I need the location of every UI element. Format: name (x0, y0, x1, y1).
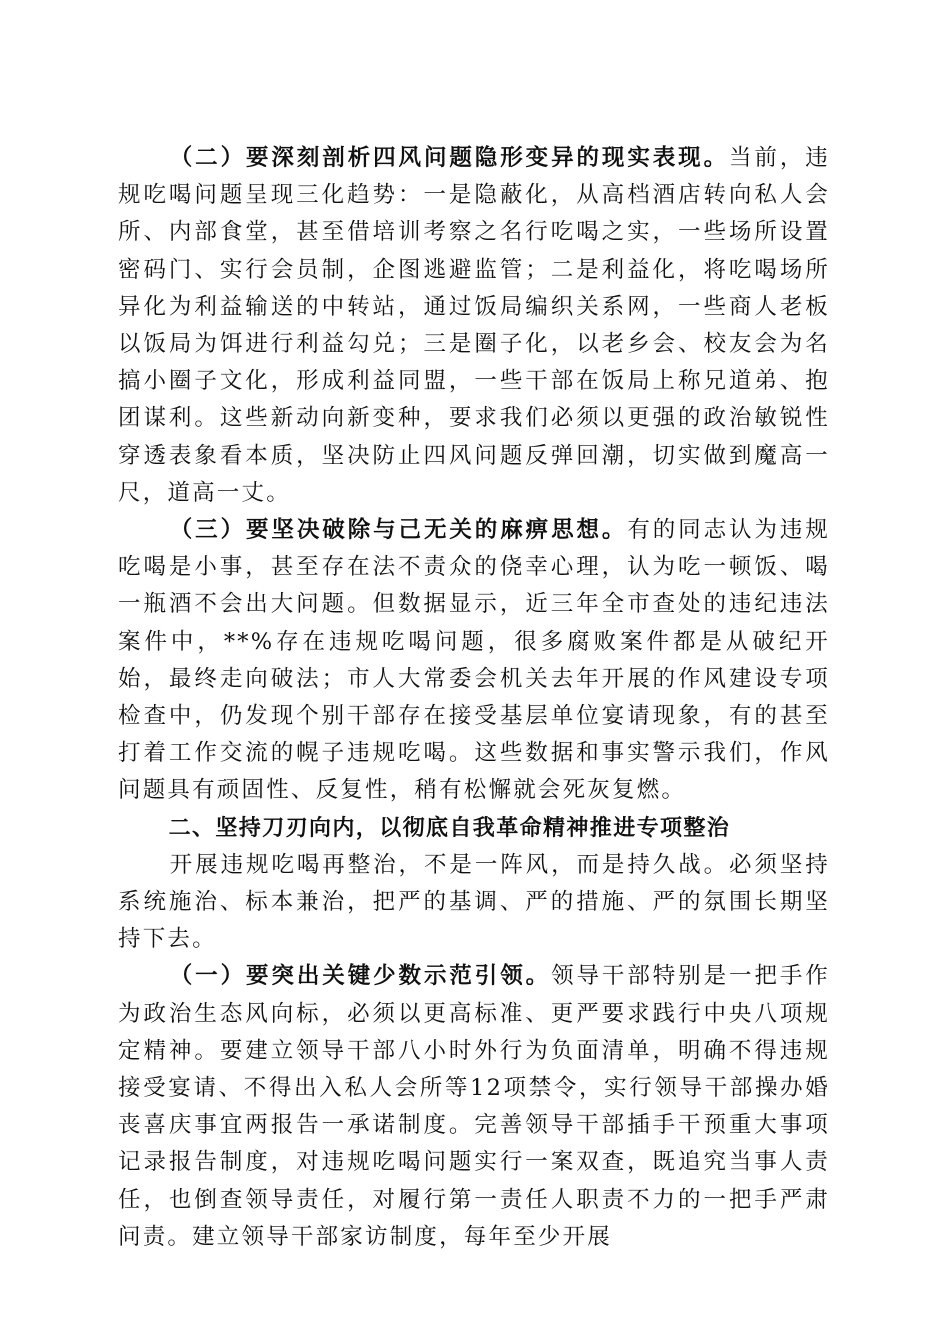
section-heading: 二、坚持刀刃向内，以彻底自我革命精神推进专项整治 (168, 815, 731, 841)
paragraph-body: 当前，违规吃喝问题呈现三化趋势：一是隐蔽化，从高档酒店转向私人会所、内部食堂，甚至借培训考察之名行吃喝之实，一些场所设置密码门、实行会员制，企图逃避监管；二是利益化，将吃喝场所异化为利益输送的中转站，通过饭局编织关系网，一些商人老板以饭局为饵进行利益勾兑；三是圈子化，以老乡会、校友会为名搞小圈子文化，形成利益同盟，一些干部在饭局上称兄道弟、抱团谋利。这些新动向新变种，要求我们必须以更强的政治敏锐性穿透表象看本质，坚决防止四风问题反弹回潮，切实做到魔高一尺，道高一丈。 (118, 145, 830, 506)
paragraph-lead: （一）要突出关键少数示范引领。 (169, 963, 552, 990)
document-body (118, 140, 830, 1256)
paragraph-lead: （二）要深刻剖析四风问题隐形变异的现实表现。 (169, 145, 730, 171)
paragraph-two-analysis (118, 140, 830, 512)
paragraph-body: 有的同志认为违规吃喝是小事，甚至存在法不责众的侥幸心理，认为吃一顿饭、喝一瓶酒不会出大问题。但数据显示，近三年全市查处的违纪违法案件中，**%存在违规吃喝问题，很多腐败案件都是从破纪开始，最终走向破法；市人大常委会机关去年开展的作风建设专项检查中，仍发现个别干部存在接受基层单位宴请现象，有的甚至打着工作交流的幌子违规吃喝。这些数据和事实警示我们，作风问题具有顽固性、反复性，稍有松懈就会死灰复燃。 (118, 517, 830, 804)
paragraph-lead: （三）要坚决破除与己无关的麻痹思想。 (169, 517, 628, 544)
section-intro-paragraph: 开展违规吃喝再整治，不是一阵风，而是持久战。必须坚持系统施治、标本兼治，把严的基调、严的措施、严的氛围长期坚持下去。 (118, 851, 830, 953)
paragraph-three-complacency (118, 512, 830, 810)
paragraph-body: 领导干部特别是一把手作为政治生态风向标，必须以更高标准、更严要求践行中央八项规定精神。要建立领导干部八小时外行为负面清单，明确不得违规接受宴请、不得出入私人会所等12项禁令，实行领导干部操办婚丧喜庆事宜两报告一承诺制度。完善领导干部插手干预重大事项记录报告制度，对违规吃喝问题实行一案双查，既追究当事人责任，也倒查领导责任，对履行第一责任人职责不力的一把手严肃问责。建立领导干部家访制度，每年至少开展 (118, 963, 830, 1250)
paragraph-one-leadership (118, 958, 830, 1256)
